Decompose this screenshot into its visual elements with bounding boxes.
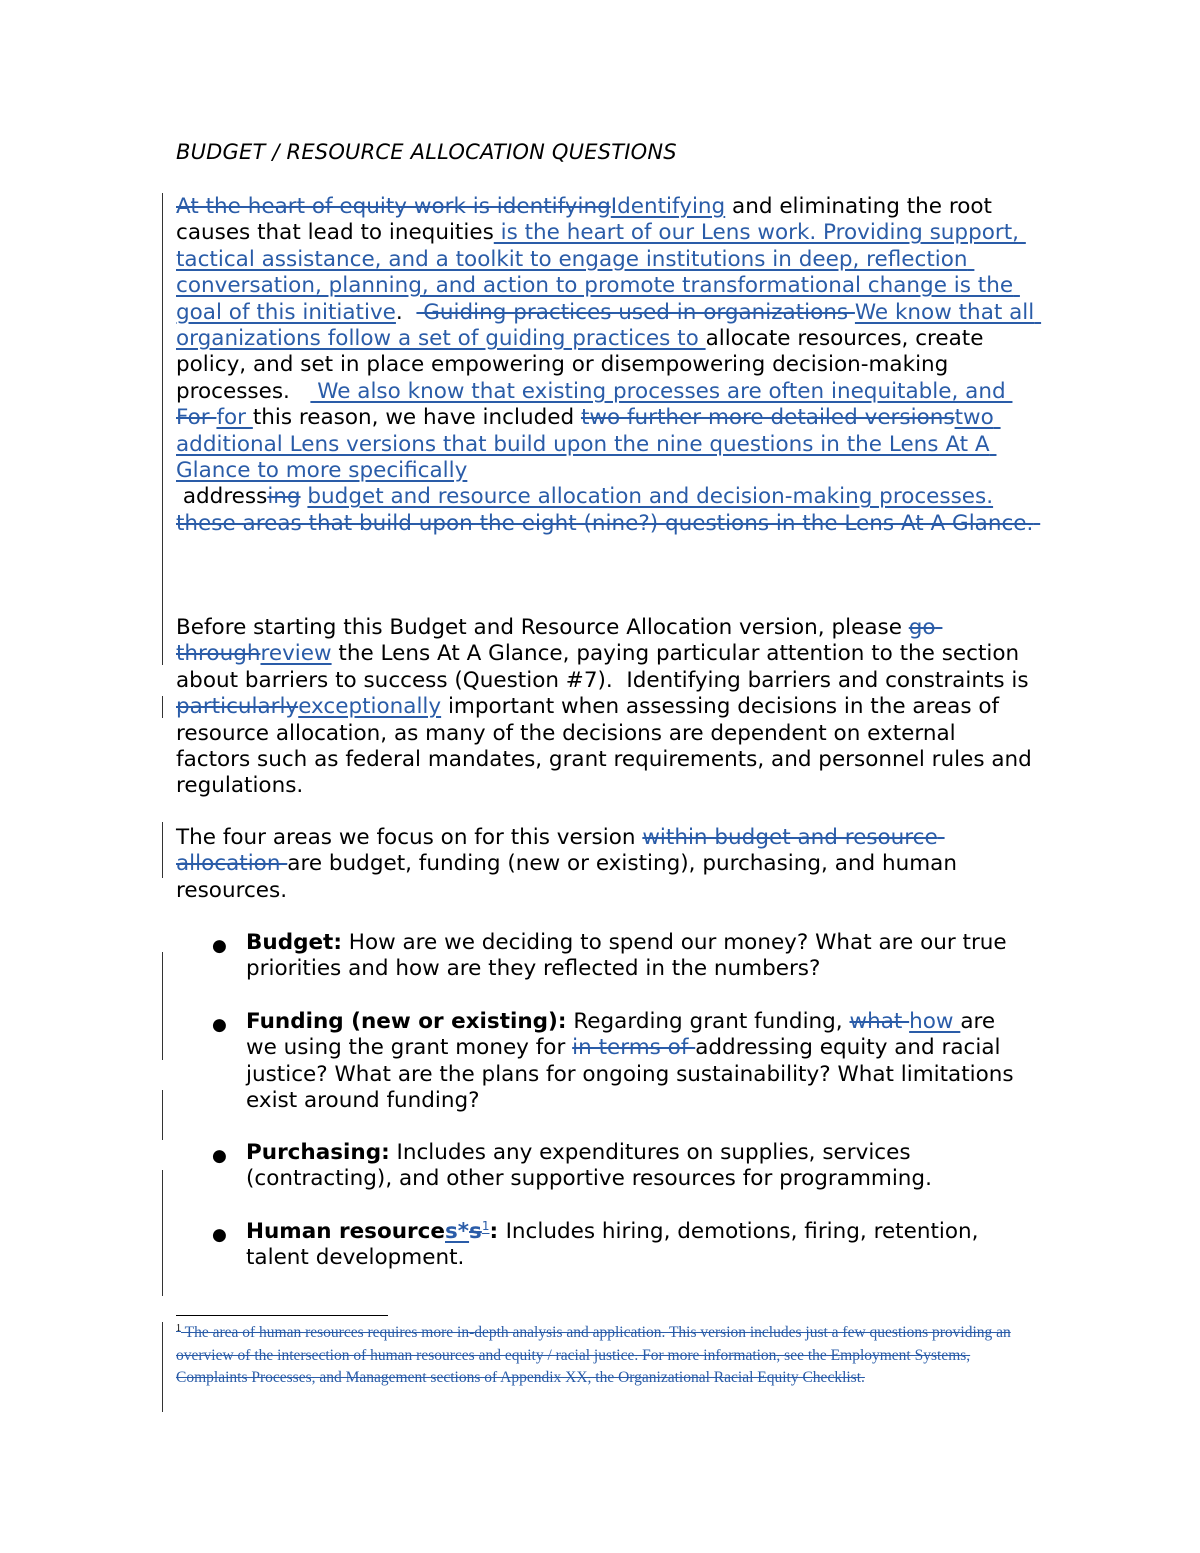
bullet-text: are we using the grant money for <box>246 1009 996 1061</box>
change-bar <box>162 1322 163 1412</box>
inserted-text: exceptionally <box>298 694 442 720</box>
bullet-label-colon: : <box>489 1219 506 1244</box>
deleted-text: s <box>469 1219 482 1244</box>
deleted-text: For <box>176 405 217 431</box>
body-text: Before starting this Budget and Resource Allocation version, please <box>176 615 909 640</box>
bullet-purchasing <box>212 1140 1026 1193</box>
bullet-icon: ● <box>212 1146 227 1166</box>
bullet-icon: ● <box>212 1015 227 1035</box>
four-areas-paragraph <box>176 825 1036 904</box>
body-text: address <box>176 484 268 510</box>
deleted-text: At the heart of equity work is identifying <box>176 194 611 219</box>
deleted-text: what <box>849 1009 910 1034</box>
inserted-text: budget and resource allocation and decision-making processes. <box>307 484 994 510</box>
before-starting-paragraph <box>176 615 1039 800</box>
deleted-text: in terms of <box>572 1035 696 1061</box>
bullet-text: Regarding grant funding, <box>573 1009 850 1034</box>
footnote-number: 1 <box>176 1322 181 1334</box>
body-text: and eliminating the root causes that lead to inequities <box>176 194 999 246</box>
footnote <box>176 1322 1036 1390</box>
footnote-reference[interactable]: 1 <box>481 1218 490 1233</box>
inserted-text: how <box>909 1009 961 1034</box>
bullet-text: How are we deciding to spend our money? What are our true priorities and how are they reflected in the numbers? <box>246 930 1007 982</box>
change-bar <box>162 696 163 718</box>
intro-paragraph <box>176 194 1042 537</box>
bullet-text: Includes hiring, demotions, firing, retention, talent development. <box>246 1219 979 1271</box>
deleted-text: two further more detailed versions <box>580 405 955 431</box>
deleted-text: Guiding practices used in organizations <box>416 299 855 325</box>
footnote-separator <box>176 1315 388 1316</box>
body-text: allocate resources, create policy, and set in place empowering or disempowering decision-making processes. <box>176 326 991 404</box>
change-bar <box>162 193 163 665</box>
change-bar <box>162 822 163 878</box>
body-text: the Lens At A Glance, paying particular attention to the section about barriers to success (Question #7). Identifying barriers and constraints is <box>176 641 1036 693</box>
deleted-text: ing <box>267 484 301 510</box>
bullet-text: addressing equity and racial justice? What are the plans for ongoing sustainability? What limitations exist around funding? <box>246 1035 1014 1114</box>
bullet-icon: ● <box>212 936 227 956</box>
bullet-budget <box>212 930 1026 983</box>
deleted-text: go through <box>176 615 943 667</box>
inserted-text: We know that all organizations follow a set of guiding practices to <box>176 299 1042 352</box>
body-text: are budget, funding (new or existing), purchasing, and human resources. <box>176 851 964 903</box>
change-bar <box>162 1170 163 1296</box>
change-bar <box>162 1090 163 1140</box>
body-text: important when assessing decisions in the areas of resource allocation, as many of the decisions are dependent on external factors such as federal mandates, grant requirements, and personnel rules and regulations. <box>176 694 1039 799</box>
deleted-text: particularly <box>176 694 299 720</box>
body-text: . <box>395 299 417 325</box>
bullet-human-resources <box>212 1218 1026 1272</box>
body-text: this reason, we have included <box>252 405 581 431</box>
inserted-text: We also know that existing processes are often inequitable, and <box>310 378 1013 404</box>
bullet-text: Includes any expenditures on supplies, services (contracting), and other supportive resources for programming. <box>246 1140 932 1192</box>
inserted-text: is the heart of our Lens work. Providing support, tactical assistance, and a toolkit to engage institutions in deep, reflection conversation, planning, and action to promote transformational change is the goal of this initiative <box>176 220 1026 325</box>
inserted-text: Identifying <box>610 194 726 219</box>
inserted-text: two additional Lens versions that build upon the nine questions in the Lens At A Glance to more specifically <box>176 405 1001 484</box>
inserted-text: review <box>260 641 332 667</box>
bullet-label: Purchasing: <box>246 1140 390 1165</box>
bullet-icon: ● <box>212 1225 227 1245</box>
bullet-funding <box>212 1009 1026 1115</box>
deleted-text: within budget and resource allocation <box>176 825 945 877</box>
change-bar <box>162 952 163 1060</box>
page-title: BUDGET / RESOURCE ALLOCATION QUESTIONS <box>176 140 677 164</box>
body-text: The four areas we focus on for this version <box>176 825 643 850</box>
bullet-label: Funding (new or existing): <box>246 1009 567 1034</box>
bullet-label: Human resource <box>246 1219 445 1244</box>
footnote-text: The area of human resources requires more in-depth analysis and application. This version includes just a few questions providing an overview of the intersection of human resources and equity / racial justice. For more information, see the Employment Systems, Complaints Processes, and Management sections of Appendix XX, the Organizational Racial Equity Checklist. <box>176 1324 1011 1386</box>
bullet-label: Budget: <box>246 930 342 955</box>
inserted-text: s* <box>445 1219 470 1244</box>
deleted-text: these areas that build upon the eight (nine?) questions in the Lens At A Glance. <box>176 510 1041 536</box>
inserted-text: for <box>216 405 253 431</box>
